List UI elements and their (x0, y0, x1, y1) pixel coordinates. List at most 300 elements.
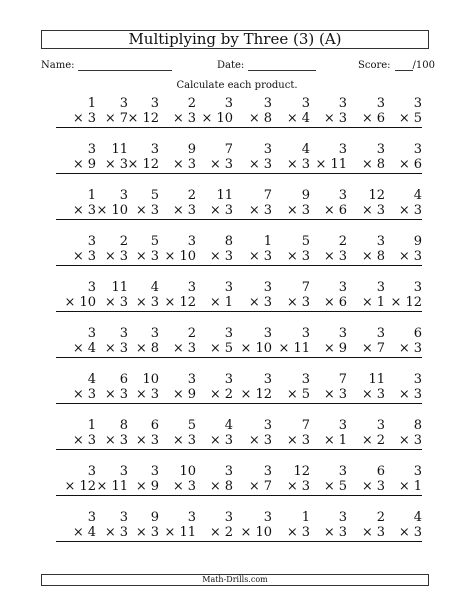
times-symbol: × (64, 295, 76, 310)
problem-multiplier: 3 (301, 203, 310, 218)
problem (345, 464, 385, 496)
problem-multiplier-line (345, 387, 385, 404)
problem-multiplier: 3 (150, 525, 159, 540)
times-symbol: × (96, 203, 108, 218)
problem-multiplier-line (119, 203, 159, 220)
times-symbol: × (323, 203, 335, 218)
problem-multiplicand: 8 (119, 418, 128, 433)
problem-multiplier: 10 (255, 341, 272, 356)
problem-multiplier-line (232, 433, 272, 450)
problem-multiplicand: 9 (413, 234, 422, 249)
problem-multiplier: 6 (376, 111, 385, 126)
problem-multiplier-line (119, 249, 159, 266)
problem-multiplier: 10 (179, 249, 196, 264)
problem (156, 464, 196, 496)
times-symbol: × (135, 203, 147, 218)
problem-multiplicand: 3 (263, 464, 272, 479)
problem-multiplicand: 5 (150, 234, 159, 249)
problem-multiplicand: 8 (413, 418, 422, 433)
problem-multiplier: 8 (263, 111, 272, 126)
problem-multiplicand: 3 (338, 418, 347, 433)
times-symbol: × (209, 341, 221, 356)
times-symbol: × (72, 203, 84, 218)
problem (345, 142, 385, 174)
problem-multiplicand: 9 (187, 142, 196, 157)
problem-multiplicand: 3 (87, 142, 96, 157)
times-symbol: × (398, 433, 410, 448)
problem-multiplicand: 3 (119, 464, 128, 479)
problem-multiplier-line (307, 387, 347, 404)
problem (119, 372, 159, 404)
problem-multiplier: 3 (301, 157, 310, 172)
problem (119, 418, 159, 450)
problem-multiplier: 8 (376, 157, 385, 172)
problem-multiplicand: 7 (224, 142, 233, 157)
problem-multiplier: 3 (224, 203, 233, 218)
problem (119, 234, 159, 266)
problem-multiplicand: 3 (224, 372, 233, 387)
problem-multiplier-line (156, 525, 196, 542)
problem-multiplier-line (119, 387, 159, 404)
problem-multiplier: 9 (187, 387, 196, 402)
problem (382, 326, 422, 358)
times-symbol: × (104, 341, 116, 356)
times-symbol: × (209, 203, 221, 218)
problem-multiplicand: 3 (224, 326, 233, 341)
problem-multiplier: 12 (79, 479, 96, 494)
problem-multiplicand: 5 (301, 234, 310, 249)
problem-multiplier: 1 (376, 295, 385, 310)
problem-multiplicand: 12 (293, 464, 310, 479)
problem-multiplicand: 1 (87, 96, 96, 111)
problem (232, 188, 272, 220)
times-symbol: × (361, 433, 373, 448)
problem (270, 418, 310, 450)
problem (232, 372, 272, 404)
problem-multiplier: 12 (179, 295, 196, 310)
problem-multiplier: 3 (187, 111, 196, 126)
problem-multiplicand: 3 (263, 326, 272, 341)
times-symbol: × (286, 295, 298, 310)
times-symbol: × (240, 525, 252, 540)
problem-multiplier: 3 (263, 203, 272, 218)
problem-multiplicand: 3 (338, 280, 347, 295)
problem (382, 418, 422, 450)
problem-multiplier: 12 (255, 387, 272, 402)
times-symbol: × (240, 387, 252, 402)
times-symbol: × (72, 157, 84, 172)
problem-multiplier: 3 (301, 479, 310, 494)
times-symbol: × (248, 433, 260, 448)
problem-multiplier: 7 (263, 479, 272, 494)
problem-multiplier: 3 (338, 111, 347, 126)
problem-multiplier-line (232, 111, 272, 128)
times-symbol: × (135, 341, 147, 356)
problem-multiplier-line (193, 433, 233, 450)
problem-multiplier: 3 (338, 387, 347, 402)
problem-multiplier: 12 (142, 111, 159, 126)
problem-multiplier-line (307, 203, 347, 220)
times-symbol: × (172, 433, 184, 448)
problem-multiplier: 3 (119, 249, 128, 264)
times-symbol: × (361, 479, 373, 494)
problem-multiplier-line (382, 525, 422, 542)
problem-multiplier-line (345, 203, 385, 220)
problem-multiplier: 3 (150, 203, 159, 218)
name-label: Name: (41, 60, 75, 71)
problem-multiplier: 3 (119, 295, 128, 310)
problem (193, 234, 233, 266)
problem-multiplier-line (156, 111, 196, 128)
problem-multiplicand: 6 (119, 372, 128, 387)
problem-multiplicand: 1 (263, 234, 272, 249)
problem (382, 464, 422, 496)
problem-multiplier: 4 (87, 341, 96, 356)
times-symbol: × (201, 111, 213, 126)
problem-multiplier-line (345, 157, 385, 174)
problem-multiplier: 3 (301, 433, 310, 448)
times-symbol: × (127, 157, 139, 172)
problem-multiplier: 7 (376, 341, 385, 356)
problem (232, 510, 272, 542)
times-symbol: × (248, 203, 260, 218)
times-symbol: × (104, 295, 116, 310)
times-symbol: × (135, 295, 147, 310)
problem-multiplier-line (382, 249, 422, 266)
times-symbol: × (135, 249, 147, 264)
problem-multiplicand: 3 (224, 96, 233, 111)
problem (382, 142, 422, 174)
problem-multiplier-line (156, 433, 196, 450)
problem-multiplier-line (270, 157, 310, 174)
worksheet-title: Multiplying by Three (3) (A) (128, 30, 342, 48)
problem (119, 280, 159, 312)
times-symbol: × (361, 157, 373, 172)
problem-multiplicand: 3 (263, 510, 272, 525)
problem-multiplier: 5 (338, 479, 347, 494)
problem-multiplier: 3 (376, 203, 385, 218)
times-symbol: × (361, 295, 373, 310)
problem-multiplier: 3 (150, 387, 159, 402)
problem-multiplicand: 3 (187, 372, 196, 387)
problem-multiplicand: 3 (119, 510, 128, 525)
problem-multiplier: 1 (224, 295, 233, 310)
problem (193, 326, 233, 358)
problem-multiplier-line (193, 387, 233, 404)
problem-multiplier-line (345, 341, 385, 358)
times-symbol: × (286, 157, 298, 172)
problem-multiplicand: 3 (413, 142, 422, 157)
problem (345, 188, 385, 220)
times-symbol: × (248, 249, 260, 264)
problem-multiplier-line (307, 157, 347, 174)
times-symbol: × (104, 249, 116, 264)
problem (382, 372, 422, 404)
problem-multiplier-line (119, 111, 159, 128)
problem-multiplicand: 1 (87, 418, 96, 433)
problem-multiplier-line (345, 479, 385, 496)
times-symbol: × (104, 525, 116, 540)
problem-multiplicand: 2 (376, 510, 385, 525)
problem-multiplicand: 3 (119, 326, 128, 341)
problem (156, 326, 196, 358)
problem-multiplier-line (382, 203, 422, 220)
problem-multiplier-line (270, 525, 310, 542)
problem-multiplier: 12 (142, 157, 159, 172)
problem-multiplier: 6 (338, 295, 347, 310)
problem (156, 418, 196, 450)
problem (193, 418, 233, 450)
problem-multiplier-line (232, 341, 272, 358)
problem-multiplier-line (119, 433, 159, 450)
times-symbol: × (323, 295, 335, 310)
problem-multiplier-line (307, 525, 347, 542)
problem (232, 464, 272, 496)
problem-multiplicand: 3 (187, 234, 196, 249)
problem-multiplicand: 3 (150, 326, 159, 341)
times-symbol: × (135, 387, 147, 402)
problem-multiplicand: 3 (119, 96, 128, 111)
problem-multiplicand: 3 (376, 142, 385, 157)
times-symbol: × (104, 111, 116, 126)
problem-multiplicand: 3 (224, 280, 233, 295)
problem (119, 188, 159, 220)
problem-multiplicand: 3 (301, 326, 310, 341)
problem-multiplier: 3 (150, 249, 159, 264)
problem-multiplier-line (193, 249, 233, 266)
problem-multiplier: 3 (413, 341, 422, 356)
problem-multiplier-line (232, 525, 272, 542)
problem-multiplier-line (193, 341, 233, 358)
problem-multiplier: 4 (87, 525, 96, 540)
times-symbol: × (209, 433, 221, 448)
instructions: Calculate each product. (176, 80, 298, 91)
problem-multiplier-line (382, 295, 422, 312)
date-label: Date: (217, 60, 245, 71)
problem (193, 96, 233, 128)
problem-multiplier-line (119, 295, 159, 312)
times-symbol: × (398, 525, 410, 540)
problem (345, 510, 385, 542)
score-label: Score: (358, 60, 391, 71)
problem-multiplicand: 3 (224, 510, 233, 525)
problem-multiplier-line (270, 433, 310, 450)
problem (307, 234, 347, 266)
problem (307, 96, 347, 128)
times-symbol: × (127, 111, 139, 126)
times-symbol: × (172, 387, 184, 402)
problem-multiplier: 3 (263, 295, 272, 310)
times-symbol: × (172, 479, 184, 494)
problem (270, 234, 310, 266)
score-suffix: /100 (412, 60, 436, 71)
problem-multiplier: 12 (405, 295, 422, 310)
footer-box (41, 574, 429, 586)
problem (156, 142, 196, 174)
problem-multiplier: 9 (150, 479, 159, 494)
times-symbol: × (398, 203, 410, 218)
times-symbol: × (172, 157, 184, 172)
problem-multiplier: 11 (330, 157, 347, 172)
problem-multiplier: 3 (150, 433, 159, 448)
problem-multiplicand: 3 (376, 326, 385, 341)
problem-multiplicand: 7 (301, 280, 310, 295)
times-symbol: × (172, 111, 184, 126)
problem-multiplicand: 5 (150, 188, 159, 203)
times-symbol: × (323, 387, 335, 402)
problem-multiplier-line (382, 387, 422, 404)
problem-multiplier: 3 (224, 249, 233, 264)
times-symbol: × (104, 433, 116, 448)
problem-multiplier: 11 (179, 525, 196, 540)
problem-multiplier-line (307, 111, 347, 128)
times-symbol: × (286, 111, 298, 126)
problem (307, 418, 347, 450)
times-symbol: × (209, 387, 221, 402)
problem-multiplier-line (156, 387, 196, 404)
problem (119, 510, 159, 542)
problem-multiplicand: 3 (119, 188, 128, 203)
problem (270, 280, 310, 312)
times-symbol: × (104, 387, 116, 402)
problem-multiplier: 3 (413, 249, 422, 264)
problem-multiplier: 3 (263, 157, 272, 172)
problem-multiplier-line (307, 433, 347, 450)
problem (345, 326, 385, 358)
problem-multiplicand: 1 (87, 188, 96, 203)
times-symbol: × (209, 479, 221, 494)
problem-multiplier-line (270, 341, 310, 358)
problem-multiplicand: 3 (338, 326, 347, 341)
problem (307, 280, 347, 312)
problem-multiplicand: 11 (368, 372, 385, 387)
times-symbol: × (286, 249, 298, 264)
problem-multiplier: 6 (338, 203, 347, 218)
times-symbol: × (72, 387, 84, 402)
times-symbol: × (209, 249, 221, 264)
times-symbol: × (172, 341, 184, 356)
problem-multiplier-line (382, 341, 422, 358)
problem-multiplier-line (193, 203, 233, 220)
times-symbol: × (135, 479, 147, 494)
problem-multiplier: 3 (87, 387, 96, 402)
problem-multiplier: 8 (376, 249, 385, 264)
problem (382, 188, 422, 220)
problem-multiplier: 5 (413, 111, 422, 126)
times-symbol: × (398, 111, 410, 126)
times-symbol: × (323, 479, 335, 494)
problem-multiplicand: 4 (413, 510, 422, 525)
problem-multiplicand: 3 (224, 464, 233, 479)
times-symbol: × (361, 525, 373, 540)
problem-multiplier: 3 (413, 525, 422, 540)
problem-multiplicand: 4 (413, 188, 422, 203)
times-symbol: × (64, 479, 76, 494)
times-symbol: × (361, 249, 373, 264)
problem (382, 510, 422, 542)
problem-multiplier-line (345, 111, 385, 128)
problem (193, 142, 233, 174)
problem-multiplier: 3 (338, 525, 347, 540)
problem-multiplier: 3 (187, 479, 196, 494)
problem (193, 510, 233, 542)
problem-multiplier-line (270, 111, 310, 128)
problem-multiplier-line (345, 249, 385, 266)
problem-multiplicand: 6 (150, 418, 159, 433)
problem-multiplier: 6 (413, 157, 422, 172)
times-symbol: × (172, 203, 184, 218)
problem-multiplicand: 12 (368, 188, 385, 203)
problem (345, 234, 385, 266)
problem-multiplier: 3 (376, 387, 385, 402)
problem-multiplicand: 3 (87, 510, 96, 525)
times-symbol: × (72, 525, 84, 540)
problem-multiplicand: 3 (263, 96, 272, 111)
problem-multiplier: 10 (111, 203, 128, 218)
times-symbol: × (286, 203, 298, 218)
problem-multiplier-line (345, 525, 385, 542)
problem-multiplier: 11 (293, 341, 310, 356)
problem-multiplier: 10 (79, 295, 96, 310)
problem-multiplier: 10 (216, 111, 233, 126)
problem-multiplicand: 3 (87, 326, 96, 341)
problem-multiplicand: 3 (338, 96, 347, 111)
times-symbol: × (398, 341, 410, 356)
problem-multiplier: 3 (187, 157, 196, 172)
times-symbol: × (96, 479, 108, 494)
times-symbol: × (248, 111, 260, 126)
problem-multiplier: 3 (263, 433, 272, 448)
problem-multiplier: 2 (376, 433, 385, 448)
problem-multiplier: 3 (87, 433, 96, 448)
problem-multiplicand: 10 (142, 372, 159, 387)
times-symbol: × (164, 249, 176, 264)
problem-multiplier-line (193, 111, 233, 128)
times-symbol: × (72, 341, 84, 356)
problem-multiplicand: 3 (263, 142, 272, 157)
problem-multiplicand: 3 (376, 280, 385, 295)
problem (307, 188, 347, 220)
problem-multiplicand: 3 (263, 418, 272, 433)
problem-multiplicand: 3 (87, 464, 96, 479)
problem-multiplier-line (345, 295, 385, 312)
problem (232, 418, 272, 450)
problem (307, 464, 347, 496)
problem (156, 188, 196, 220)
problem (193, 280, 233, 312)
problem-multiplicand: 6 (413, 326, 422, 341)
times-symbol: × (278, 341, 290, 356)
problem-multiplicand: 11 (111, 280, 128, 295)
problem-multiplier: 3 (187, 203, 196, 218)
times-symbol: × (240, 341, 252, 356)
problem-multiplier: 2 (224, 525, 233, 540)
times-symbol: × (286, 387, 298, 402)
problem-multiplicand: 3 (413, 96, 422, 111)
problem-multiplier: 3 (224, 157, 233, 172)
times-symbol: × (361, 387, 373, 402)
problem (270, 464, 310, 496)
problem-multiplicand: 7 (301, 418, 310, 433)
problem (232, 142, 272, 174)
problem-multiplier-line (232, 479, 272, 496)
problem-multiplicand: 1 (301, 510, 310, 525)
problem (156, 510, 196, 542)
problem (156, 372, 196, 404)
problem-multiplier-line (382, 111, 422, 128)
problem-multiplier-line (345, 433, 385, 450)
problem-multiplier: 3 (263, 249, 272, 264)
